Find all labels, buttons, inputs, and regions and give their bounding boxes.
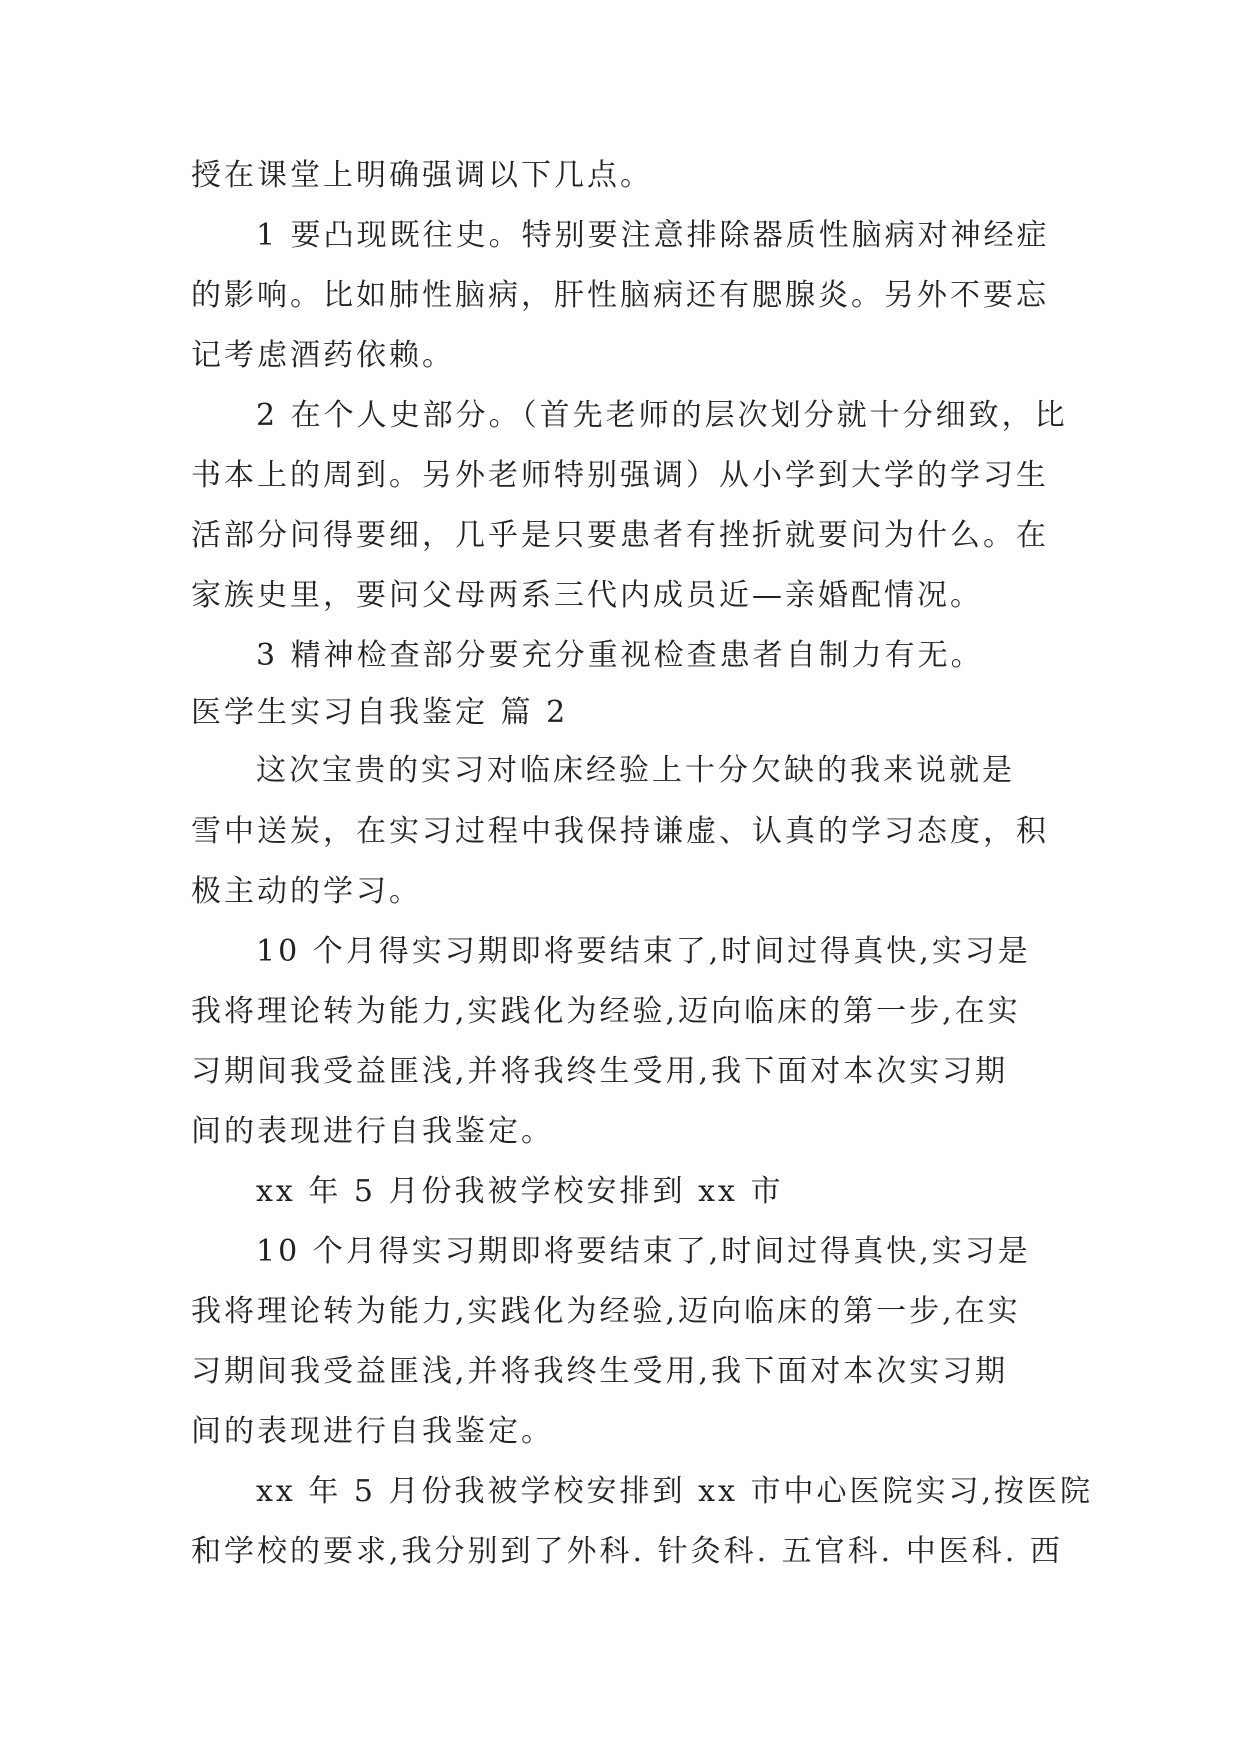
text-line: 我将理论转为能力,实践化为经验,迈向临床的第一步,在实 xyxy=(191,994,1021,1029)
text-line: 习期间我受益匪浅,并将我终生受用,我下面对本次实习期 xyxy=(191,1354,1009,1389)
text-line: 活部分问得要细，几乎是只要患者有挫折就要问为什么。在 xyxy=(191,518,1049,553)
text-line: 记考虑酒药依赖。 xyxy=(191,338,455,373)
text-line: 间的表现进行自我鉴定。 xyxy=(191,1114,554,1149)
section-heading: 医学生实习自我鉴定 篇 2 xyxy=(191,695,569,730)
text-line: 我将理论转为能力,实践化为经验,迈向临床的第一步,在实 xyxy=(191,1294,1021,1329)
text-line: xx 年 5 月份我被学校安排到 xx 市中心医院实习,按医院 xyxy=(256,1474,1093,1509)
text-line: 2 在个人史部分。（首先老师的层次划分就十分细致，比 xyxy=(256,398,1068,433)
text-line: 和学校的要求,我分别到了外科. 针灸科. 五官科. 中医科. 西 xyxy=(191,1534,1063,1569)
text-line: 10 个月得实习期即将要结束了,时间过得真快,实习是 xyxy=(256,934,1031,969)
text-line: 的影响。比如肺性脑病，肝性脑病还有腮腺炎。另外不要忘 xyxy=(191,278,1049,313)
text-line: xx 年 5 月份我被学校安排到 xx 市 xyxy=(256,1174,784,1209)
text-line: 1 要凸现既往史。特别要注意排除器质性脑病对神经症 xyxy=(256,218,1050,253)
text-line: 授在课堂上明确强调以下几点。 xyxy=(191,158,653,193)
text-line: 10 个月得实习期即将要结束了,时间过得真快,实习是 xyxy=(256,1234,1031,1269)
document-body xyxy=(191,146,1093,1582)
text-line: 雪中送炭，在实习过程中我保持谦虚、认真的学习态度，积 xyxy=(191,814,1049,849)
text-line: 3 精神检查部分要充分重视检查患者自制力有无。 xyxy=(256,638,984,673)
text-line: 家族史里，要问父母两系三代内成员近—亲婚配情况。 xyxy=(191,578,983,613)
text-line: 习期间我受益匪浅,并将我终生受用,我下面对本次实习期 xyxy=(191,1054,1009,1089)
text-line: 书本上的周到。另外老师特别强调）从小学到大学的学习生 xyxy=(191,458,1049,493)
text-line: 极主动的学习。 xyxy=(191,874,422,909)
text-line: 这次宝贵的实习对临床经验上十分欠缺的我来说就是 xyxy=(256,753,1015,788)
text-line: 间的表现进行自我鉴定。 xyxy=(191,1414,554,1449)
